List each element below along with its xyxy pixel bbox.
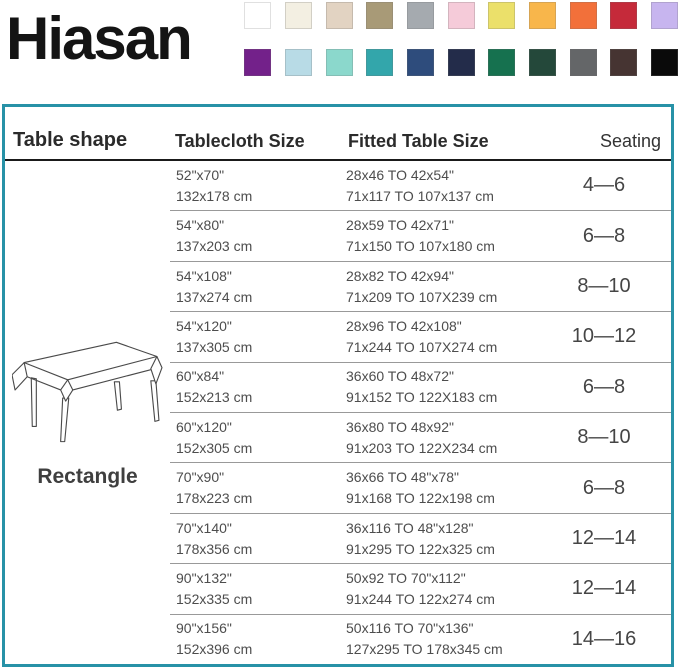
fitted-inches: 28x46 TO 42x54" bbox=[346, 166, 454, 183]
header-tablecloth-size: Tablecloth Size bbox=[175, 131, 305, 151]
fitted-size-cell bbox=[346, 215, 545, 257]
color-swatch bbox=[448, 2, 475, 29]
size-inches: 60"x84" bbox=[176, 368, 225, 385]
tablecloth-size-cell bbox=[170, 366, 346, 408]
table-shape-cell bbox=[5, 161, 170, 664]
fitted-cm: 91x295 TO 122x325 cm bbox=[346, 540, 495, 557]
color-swatch bbox=[326, 49, 353, 76]
fitted-size-cell bbox=[346, 165, 545, 207]
table-header-row bbox=[5, 107, 671, 161]
size-chart-table bbox=[2, 104, 674, 667]
color-swatch bbox=[285, 2, 312, 29]
table-row bbox=[170, 161, 671, 211]
table-body bbox=[5, 161, 671, 664]
seating-cell: 4—6 bbox=[582, 174, 626, 197]
fitted-size-cell bbox=[346, 568, 545, 610]
color-swatch bbox=[651, 49, 678, 76]
brand-logo: Hiasan bbox=[6, 5, 191, 72]
fitted-cm: 91x168 TO 122x198 cm bbox=[346, 490, 495, 507]
fitted-size-cell bbox=[346, 366, 545, 408]
fitted-inches: 50x116 TO 70"x136" bbox=[346, 620, 474, 637]
fitted-size-cell bbox=[346, 467, 545, 509]
table-row bbox=[170, 514, 671, 564]
fitted-cm: 71x150 TO 107x180 cm bbox=[346, 238, 495, 255]
seating-cell: 6—8 bbox=[582, 476, 626, 499]
color-swatch bbox=[529, 2, 556, 29]
size-cm: 137x203 cm bbox=[176, 238, 253, 255]
fitted-inches: 28x59 TO 42x71" bbox=[346, 217, 454, 234]
fitted-cm: 71x117 TO 107x137 cm bbox=[346, 187, 494, 204]
size-cm: 152x396 cm bbox=[176, 641, 253, 658]
size-inches: 90"x132" bbox=[176, 569, 232, 586]
swatch-row1 bbox=[244, 2, 678, 29]
size-cm: 137x274 cm bbox=[176, 288, 253, 305]
fitted-size-cell bbox=[346, 316, 545, 358]
tablecloth-size-cell bbox=[170, 266, 346, 308]
fitted-size-cell bbox=[346, 417, 545, 459]
header-seating: Seating bbox=[599, 131, 661, 151]
color-swatch bbox=[326, 2, 353, 29]
seating-cell: 10—12 bbox=[571, 325, 637, 348]
fitted-cm: 91x152 TO 122X183 cm bbox=[346, 389, 498, 406]
fitted-inches: 36x80 TO 48x92" bbox=[346, 418, 454, 435]
size-inches: 54"x80" bbox=[176, 217, 225, 234]
seating-cell: 12—14 bbox=[571, 527, 637, 550]
size-cm: 152x305 cm bbox=[176, 439, 253, 456]
fitted-inches: 28x96 TO 42x108" bbox=[346, 317, 462, 334]
tablecloth-size-cell bbox=[170, 417, 346, 459]
fitted-inches: 28x82 TO 42x94" bbox=[346, 267, 454, 284]
table-row bbox=[170, 312, 671, 362]
fitted-cm: 127x295 TO 178x345 cm bbox=[346, 641, 503, 658]
size-cm: 132x178 cm bbox=[176, 187, 253, 204]
size-cm: 178x223 cm bbox=[176, 490, 253, 507]
header-table-shape: Table shape bbox=[13, 129, 128, 151]
seating-cell: 8—10 bbox=[577, 275, 631, 298]
tablecloth-size-cell bbox=[170, 568, 346, 610]
size-inches: 54"x108" bbox=[176, 267, 232, 284]
table-row bbox=[170, 413, 671, 463]
tablecloth-size-cell bbox=[170, 316, 346, 358]
size-inches: 90"x156" bbox=[176, 620, 232, 637]
fitted-inches: 36x116 TO 48"x128" bbox=[346, 519, 474, 536]
table-row bbox=[170, 262, 671, 312]
tablecloth-size-cell bbox=[170, 618, 346, 660]
rectangle-tablecloth-icon bbox=[12, 337, 164, 451]
header-fitted-table-size: Fitted Table Size bbox=[348, 131, 489, 151]
fitted-cm: 91x244 TO 122x274 cm bbox=[346, 590, 495, 607]
table-row bbox=[170, 211, 671, 261]
table-row bbox=[170, 363, 671, 413]
swatch-row2 bbox=[244, 49, 678, 76]
color-swatch bbox=[610, 49, 637, 76]
table-row bbox=[170, 615, 671, 664]
color-swatch bbox=[488, 49, 515, 76]
shape-label: Rectangle bbox=[37, 464, 138, 488]
size-cm: 137x305 cm bbox=[176, 338, 253, 355]
color-swatch bbox=[610, 2, 637, 29]
fitted-cm: 71x244 TO 107X274 cm bbox=[346, 338, 498, 355]
fitted-inches: 50x92 TO 70"x112" bbox=[346, 569, 466, 586]
size-inches: 70"x90" bbox=[176, 469, 225, 486]
fitted-size-cell bbox=[346, 266, 545, 308]
color-swatch bbox=[366, 2, 393, 29]
table-row bbox=[170, 463, 671, 513]
seating-cell: 12—14 bbox=[571, 577, 637, 600]
color-swatch bbox=[285, 49, 312, 76]
color-swatch bbox=[244, 49, 271, 76]
seating-cell: 14—16 bbox=[571, 627, 637, 650]
size-cm: 152x213 cm bbox=[176, 389, 253, 406]
fitted-cm: 91x203 TO 122X234 cm bbox=[346, 439, 498, 456]
tablecloth-size-cell bbox=[170, 467, 346, 509]
fitted-inches: 36x66 TO 48"x78" bbox=[346, 469, 459, 486]
fitted-size-cell bbox=[346, 518, 545, 560]
color-swatch bbox=[651, 2, 678, 29]
color-swatch bbox=[448, 49, 475, 76]
fitted-size-cell bbox=[346, 618, 545, 660]
seating-cell: 6—8 bbox=[582, 375, 626, 398]
color-swatch bbox=[366, 49, 393, 76]
size-cm: 178x356 cm bbox=[176, 540, 253, 557]
size-inches: 54"x120" bbox=[176, 317, 232, 334]
size-inches: 52"x70" bbox=[176, 166, 225, 183]
tablecloth-size-cell bbox=[170, 215, 346, 257]
size-inches: 60"x120" bbox=[176, 418, 232, 435]
color-swatch-palette bbox=[244, 2, 678, 76]
fitted-inches: 36x60 TO 48x72" bbox=[346, 368, 454, 385]
color-swatch bbox=[407, 49, 434, 76]
tablecloth-size-cell bbox=[170, 518, 346, 560]
color-swatch bbox=[488, 2, 515, 29]
seating-cell: 8—10 bbox=[577, 426, 631, 449]
color-swatch bbox=[407, 2, 434, 29]
size-inches: 70"x140" bbox=[176, 519, 232, 536]
table-row bbox=[170, 564, 671, 614]
color-swatch bbox=[244, 2, 271, 29]
table-rows bbox=[170, 161, 671, 664]
color-swatch bbox=[570, 49, 597, 76]
tablecloth-size-cell bbox=[170, 165, 346, 207]
color-swatch bbox=[529, 49, 556, 76]
color-swatch bbox=[570, 2, 597, 29]
fitted-cm: 71x209 TO 107X239 cm bbox=[346, 288, 498, 305]
seating-cell: 6—8 bbox=[582, 224, 626, 247]
size-cm: 152x335 cm bbox=[176, 590, 253, 607]
